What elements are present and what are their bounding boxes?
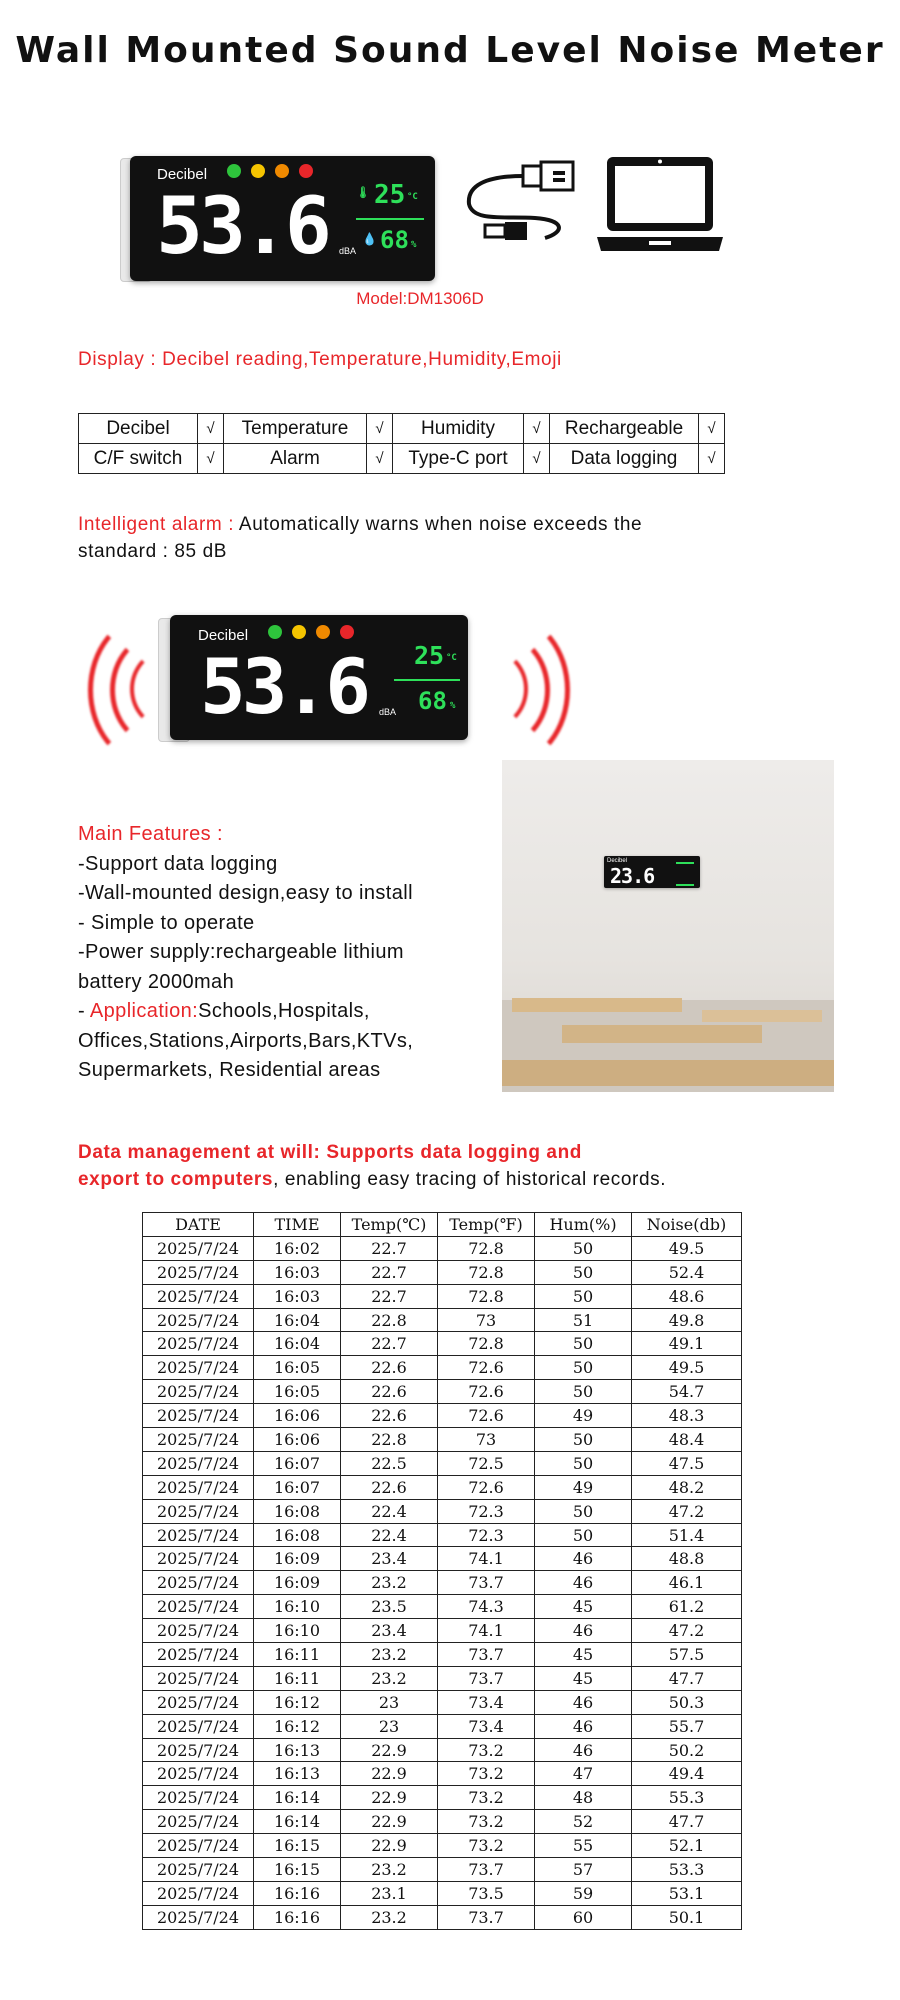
table-cell: 50 — [535, 1428, 632, 1452]
table-row — [143, 1284, 742, 1308]
table-cell: 16:07 — [254, 1451, 341, 1475]
table-cell: 23 — [341, 1690, 438, 1714]
table-cell: 2025/7/24 — [143, 1451, 254, 1475]
happy-face-icon — [268, 625, 282, 639]
table-row — [143, 1260, 742, 1284]
checkmark-icon: √ — [699, 444, 725, 474]
table-cell: 53.3 — [632, 1858, 742, 1882]
table-row — [143, 1643, 742, 1667]
checkmark-icon: √ — [367, 414, 393, 444]
table-cell: 73 — [438, 1428, 535, 1452]
table-row — [143, 1475, 742, 1499]
table-cell: 52.4 — [632, 1260, 742, 1284]
table-cell: 60 — [535, 1905, 632, 1929]
table-cell: 22.5 — [341, 1451, 438, 1475]
table-cell: 50.1 — [632, 1905, 742, 1929]
table-cell: 73.5 — [438, 1881, 535, 1905]
angry-face-icon — [299, 164, 313, 178]
table-cell: 16:08 — [254, 1523, 341, 1547]
happy-face-icon — [227, 164, 241, 178]
table-cell: 74.1 — [438, 1547, 535, 1571]
table-cell: 16:02 — [254, 1236, 341, 1260]
table-cell: 22.9 — [341, 1834, 438, 1858]
device-brand-label: Decibel — [157, 166, 208, 183]
table-cell: 16:13 — [254, 1738, 341, 1762]
table-cell: 22.9 — [341, 1738, 438, 1762]
table-cell: 16:06 — [254, 1404, 341, 1428]
table-cell: 50 — [535, 1284, 632, 1308]
table-cell: 22.6 — [341, 1380, 438, 1404]
table-cell: 47.2 — [632, 1619, 742, 1643]
table-cell: 22.7 — [341, 1332, 438, 1356]
table-cell: 49.5 — [632, 1236, 742, 1260]
unit-label: dBA — [379, 707, 397, 717]
checkmark-icon: √ — [699, 414, 725, 444]
table-cell: 72.6 — [438, 1380, 535, 1404]
column-header: Temp(℃) — [341, 1213, 438, 1237]
table-cell: 2025/7/24 — [143, 1643, 254, 1667]
table-cell: 2025/7/24 — [143, 1905, 254, 1929]
humidity-drop-icon: 💧 — [362, 232, 377, 246]
column-header: Temp(℉) — [438, 1213, 535, 1237]
table-cell: 22.7 — [341, 1284, 438, 1308]
table-cell: 72.8 — [438, 1332, 535, 1356]
laptop-icon — [595, 155, 725, 253]
humidity-value: 68 — [380, 226, 409, 254]
neutral-face-icon — [251, 164, 265, 178]
table-row — [143, 1236, 742, 1260]
main-features — [78, 820, 413, 1086]
data-management-highlight: export to computers — [78, 1169, 274, 1190]
column-header: TIME — [254, 1213, 341, 1237]
table-cell: 48.6 — [632, 1284, 742, 1308]
table-row — [143, 1834, 742, 1858]
humidity-value: 68 — [418, 687, 447, 715]
table-cell: 59 — [535, 1881, 632, 1905]
table-cell: 16:10 — [254, 1595, 341, 1619]
data-log-table — [142, 1212, 742, 1930]
feature-line: -Wall-mounted design,easy to install — [78, 882, 413, 904]
table-cell: 16:16 — [254, 1905, 341, 1929]
table-cell: 47 — [535, 1762, 632, 1786]
application-line — [78, 997, 413, 1027]
table-cell: 73.2 — [438, 1738, 535, 1762]
table-cell: 2025/7/24 — [143, 1332, 254, 1356]
table-cell: 73.7 — [438, 1858, 535, 1882]
table-cell: 2025/7/24 — [143, 1881, 254, 1905]
feature-cell: Rechargeable — [550, 414, 699, 444]
table-row — [143, 1881, 742, 1905]
table-cell: 73.4 — [438, 1690, 535, 1714]
table-cell: 22.4 — [341, 1499, 438, 1523]
temperature-value: 25 — [414, 641, 445, 670]
table-cell: 16:11 — [254, 1666, 341, 1690]
feature-line: -Power supply:rechargeable lithium — [78, 941, 404, 963]
table-cell: 46 — [535, 1714, 632, 1738]
table-cell: 22.9 — [341, 1810, 438, 1834]
table-cell: 22.9 — [341, 1786, 438, 1810]
decibel-reading: 53.6 — [200, 642, 368, 731]
table-cell: 51 — [535, 1308, 632, 1332]
table-cell: 47.2 — [632, 1499, 742, 1523]
table-cell: 16:12 — [254, 1690, 341, 1714]
table-cell: 16:09 — [254, 1547, 341, 1571]
application-prefix: - — [78, 1000, 90, 1022]
table-cell: 49.5 — [632, 1356, 742, 1380]
table-cell: 45 — [535, 1595, 632, 1619]
device-display — [130, 156, 435, 281]
table-cell: 72.6 — [438, 1475, 535, 1499]
table-row — [143, 1523, 742, 1547]
table-cell: 16:15 — [254, 1858, 341, 1882]
feature-line: Supermarkets, Residential areas — [78, 1059, 381, 1081]
temperature-unit: °C — [407, 192, 418, 202]
application-label: Application: — [89, 1000, 199, 1022]
feature-line: battery 2000mah — [78, 970, 235, 993]
table-cell: 48.8 — [632, 1547, 742, 1571]
table-cell: 16:16 — [254, 1881, 341, 1905]
table-cell: 23.2 — [341, 1858, 438, 1882]
table-cell: 2025/7/24 — [143, 1523, 254, 1547]
table-cell: 2025/7/24 — [143, 1738, 254, 1762]
table-cell: 73.7 — [438, 1666, 535, 1690]
table-cell: 2025/7/24 — [143, 1690, 254, 1714]
table-cell: 49 — [535, 1404, 632, 1428]
table-cell: 2025/7/24 — [143, 1404, 254, 1428]
table-header-row — [143, 1213, 742, 1237]
feature-cell: Temperature — [224, 414, 367, 444]
feature-line: - Simple to operate — [78, 911, 255, 934]
table-cell: 50 — [535, 1356, 632, 1380]
table-row — [143, 1499, 742, 1523]
alarm-label: Intelligent alarm : — [78, 514, 235, 535]
table-cell: 2025/7/24 — [143, 1236, 254, 1260]
table-cell: 46 — [535, 1738, 632, 1762]
table-row — [143, 1428, 742, 1452]
table-cell: 72.6 — [438, 1404, 535, 1428]
display-features-line: Display : Decibel reading,Temperature,Humidity,Emoji — [78, 349, 562, 370]
decibel-reading: 23.6 — [610, 864, 655, 888]
temperature-unit: °C — [446, 653, 457, 663]
feature-cell: Type-C port — [393, 444, 524, 474]
table-row — [143, 1666, 742, 1690]
table-cell: 2025/7/24 — [143, 1619, 254, 1643]
unhappy-face-icon — [316, 625, 330, 639]
table-row — [143, 1762, 742, 1786]
table-cell: 22.7 — [341, 1236, 438, 1260]
checkmark-icon: √ — [198, 444, 224, 474]
table-cell: 46 — [535, 1619, 632, 1643]
thermometer-icon: 🌡 — [356, 186, 370, 199]
table-cell: 16:05 — [254, 1380, 341, 1404]
temperature-value: 25 — [374, 180, 406, 210]
table-cell: 48.2 — [632, 1475, 742, 1499]
neutral-face-icon — [292, 625, 306, 639]
table-cell: 46 — [535, 1571, 632, 1595]
features-row — [79, 414, 725, 444]
table-row — [143, 1905, 742, 1929]
table-cell: 22.6 — [341, 1475, 438, 1499]
column-header: Hum(%) — [535, 1213, 632, 1237]
table-cell: 73.2 — [438, 1810, 535, 1834]
table-cell: 2025/7/24 — [143, 1595, 254, 1619]
table-row — [143, 1404, 742, 1428]
table-cell: 45 — [535, 1643, 632, 1667]
table-cell: 16:14 — [254, 1810, 341, 1834]
table-cell: 23.1 — [341, 1881, 438, 1905]
table-row — [143, 1595, 742, 1619]
table-cell: 73.2 — [438, 1834, 535, 1858]
table-cell: 16:04 — [254, 1332, 341, 1356]
table-cell: 2025/7/24 — [143, 1356, 254, 1380]
page-title: Wall Mounted Sound Level Noise Meter — [15, 30, 885, 71]
table-cell: 74.1 — [438, 1619, 535, 1643]
table-cell: 2025/7/24 — [143, 1714, 254, 1738]
table-cell: 50 — [535, 1332, 632, 1356]
table-cell: 16:04 — [254, 1308, 341, 1332]
table-cell: 22.7 — [341, 1260, 438, 1284]
table-cell: 72.5 — [438, 1451, 535, 1475]
table-cell: 46 — [535, 1547, 632, 1571]
table-cell: 2025/7/24 — [143, 1308, 254, 1332]
table-row — [143, 1810, 742, 1834]
feature-cell: Decibel — [79, 414, 198, 444]
table-cell: 16:14 — [254, 1786, 341, 1810]
table-cell: 16:15 — [254, 1834, 341, 1858]
table-cell: 52.1 — [632, 1834, 742, 1858]
table-cell: 16:10 — [254, 1619, 341, 1643]
table-cell: 49.4 — [632, 1762, 742, 1786]
table-cell: 2025/7/24 — [143, 1666, 254, 1690]
table-cell: 73.7 — [438, 1571, 535, 1595]
table-row — [143, 1690, 742, 1714]
table-cell: 23 — [341, 1714, 438, 1738]
data-management-text — [78, 1139, 666, 1193]
display-lines — [676, 862, 694, 886]
features-table — [78, 413, 725, 474]
table-cell: 2025/7/24 — [143, 1499, 254, 1523]
table-cell: 23.2 — [341, 1643, 438, 1667]
table-cell: 2025/7/24 — [143, 1380, 254, 1404]
table-cell: 57.5 — [632, 1643, 742, 1667]
table-cell: 51.4 — [632, 1523, 742, 1547]
table-cell: 2025/7/24 — [143, 1284, 254, 1308]
table-cell: 73.7 — [438, 1905, 535, 1929]
table-cell: 46 — [535, 1690, 632, 1714]
table-cell: 16:03 — [254, 1260, 341, 1284]
table-cell: 55.7 — [632, 1714, 742, 1738]
table-cell: 2025/7/24 — [143, 1810, 254, 1834]
table-cell: 57 — [535, 1858, 632, 1882]
table-cell: 55.3 — [632, 1786, 742, 1810]
table-cell: 73.2 — [438, 1762, 535, 1786]
table-cell: 22.4 — [341, 1523, 438, 1547]
table-cell: 48.4 — [632, 1428, 742, 1452]
table-cell: 74.3 — [438, 1595, 535, 1619]
desk — [502, 1060, 834, 1086]
table-cell: 16:08 — [254, 1499, 341, 1523]
table-cell: 2025/7/24 — [143, 1786, 254, 1810]
table-cell: 2025/7/24 — [143, 1762, 254, 1786]
table-cell: 2025/7/24 — [143, 1571, 254, 1595]
table-cell: 73.4 — [438, 1714, 535, 1738]
table-cell: 48.3 — [632, 1404, 742, 1428]
feature-cell: Humidity — [393, 414, 524, 444]
table-cell: 46.1 — [632, 1571, 742, 1595]
table-row — [143, 1380, 742, 1404]
column-header: DATE — [143, 1213, 254, 1237]
table-cell: 72.8 — [438, 1236, 535, 1260]
table-row — [143, 1714, 742, 1738]
table-row — [143, 1332, 742, 1356]
column-header: Noise(db) — [632, 1213, 742, 1237]
table-cell: 16:07 — [254, 1475, 341, 1499]
table-row — [143, 1786, 742, 1810]
table-row — [143, 1571, 742, 1595]
table-cell: 72.8 — [438, 1260, 535, 1284]
table-row — [143, 1547, 742, 1571]
application-text: Schools,Hospitals, — [198, 1000, 370, 1022]
device-display — [170, 615, 468, 740]
table-cell: 47.7 — [632, 1666, 742, 1690]
table-cell: 2025/7/24 — [143, 1547, 254, 1571]
table-cell: 47.5 — [632, 1451, 742, 1475]
table-row — [143, 1858, 742, 1882]
table-cell: 2025/7/24 — [143, 1858, 254, 1882]
desk — [702, 1010, 822, 1022]
table-cell: 50 — [535, 1523, 632, 1547]
table-cell: 22.9 — [341, 1762, 438, 1786]
table-cell: 50.2 — [632, 1738, 742, 1762]
alarm-text: Automatically warns when noise exceeds the — [234, 514, 643, 535]
table-cell: 50 — [535, 1260, 632, 1284]
table-cell: 16:03 — [254, 1284, 341, 1308]
feature-cell: Data logging — [550, 444, 699, 474]
usb-cable-icon — [465, 158, 580, 248]
table-cell: 16:06 — [254, 1428, 341, 1452]
table-cell: 55 — [535, 1834, 632, 1858]
display-divider — [394, 679, 460, 681]
feature-line: Offices,Stations,Airports,Bars,KTVs, — [78, 1029, 414, 1052]
table-cell: 48 — [535, 1786, 632, 1810]
table-cell: 49 — [535, 1475, 632, 1499]
checkmark-icon: √ — [198, 414, 224, 444]
table-row — [143, 1356, 742, 1380]
table-row — [143, 1619, 742, 1643]
table-cell: 22.6 — [341, 1356, 438, 1380]
desk — [512, 998, 682, 1012]
table-row — [143, 1451, 742, 1475]
alarm-description — [78, 511, 642, 565]
table-row — [143, 1738, 742, 1762]
table-cell: 53.1 — [632, 1881, 742, 1905]
table-cell: 52 — [535, 1810, 632, 1834]
table-body — [143, 1236, 742, 1929]
table-cell: 50.3 — [632, 1690, 742, 1714]
table-cell: 23.2 — [341, 1905, 438, 1929]
table-cell: 16:09 — [254, 1571, 341, 1595]
main-features-heading: Main Features : — [78, 823, 223, 845]
mounted-device — [604, 856, 700, 888]
table-cell: 50 — [535, 1380, 632, 1404]
table-cell: 72.8 — [438, 1284, 535, 1308]
table-cell: 2025/7/24 — [143, 1834, 254, 1858]
table-cell: 49.1 — [632, 1332, 742, 1356]
classroom-photo — [502, 760, 834, 1092]
table-cell: 45 — [535, 1666, 632, 1690]
device-brand-label: Decibel — [607, 858, 628, 864]
checkmark-icon: √ — [524, 444, 550, 474]
alarm-standard: standard : 85 dB — [78, 541, 228, 562]
table-cell: 22.8 — [341, 1428, 438, 1452]
feature-cell: C/F switch — [79, 444, 198, 474]
data-management-rest: , enabling easy tracing of historical records. — [273, 1169, 667, 1190]
table-cell: 23.2 — [341, 1571, 438, 1595]
table-cell: 73 — [438, 1308, 535, 1332]
table-cell: 16:13 — [254, 1762, 341, 1786]
table-cell: 49.8 — [632, 1308, 742, 1332]
display-divider — [356, 218, 424, 220]
features-row — [79, 444, 725, 474]
decibel-reading: 53.6 — [156, 182, 328, 272]
table-cell: 22.6 — [341, 1404, 438, 1428]
model-number: Model:DM1306D — [356, 289, 484, 308]
table-cell: 2025/7/24 — [143, 1475, 254, 1499]
table-cell: 22.8 — [341, 1308, 438, 1332]
table-cell: 23.2 — [341, 1666, 438, 1690]
desk — [562, 1025, 762, 1043]
table-cell: 72.3 — [438, 1499, 535, 1523]
device-brand-label: Decibel — [198, 627, 249, 644]
table-cell: 16:11 — [254, 1643, 341, 1667]
table-cell: 54.7 — [632, 1380, 742, 1404]
table-cell: 50 — [535, 1499, 632, 1523]
table-cell: 23.5 — [341, 1595, 438, 1619]
angry-face-icon — [340, 625, 354, 639]
table-cell: 23.4 — [341, 1619, 438, 1643]
data-management-heading: Data management at will: Supports data logging and — [78, 1142, 582, 1163]
feature-cell: Alarm — [224, 444, 367, 474]
table-cell: 61.2 — [632, 1595, 742, 1619]
table-cell: 47.7 — [632, 1810, 742, 1834]
unit-label: dBA — [339, 246, 357, 256]
table-cell: 50 — [535, 1236, 632, 1260]
humidity-unit: % — [411, 240, 417, 250]
table-row — [143, 1308, 742, 1332]
table-cell: 16:12 — [254, 1714, 341, 1738]
checkmark-icon: √ — [524, 414, 550, 444]
table-cell: 73.7 — [438, 1643, 535, 1667]
feature-line: -Support data logging — [78, 852, 278, 875]
table-cell: 2025/7/24 — [143, 1260, 254, 1284]
table-cell: 73.2 — [438, 1786, 535, 1810]
unhappy-face-icon — [275, 164, 289, 178]
table-cell: 16:05 — [254, 1356, 341, 1380]
table-cell: 2025/7/24 — [143, 1428, 254, 1452]
table-cell: 72.6 — [438, 1356, 535, 1380]
checkmark-icon: √ — [367, 444, 393, 474]
humidity-unit: % — [450, 701, 456, 711]
table-cell: 72.3 — [438, 1523, 535, 1547]
table-cell: 50 — [535, 1451, 632, 1475]
table-cell: 23.4 — [341, 1547, 438, 1571]
